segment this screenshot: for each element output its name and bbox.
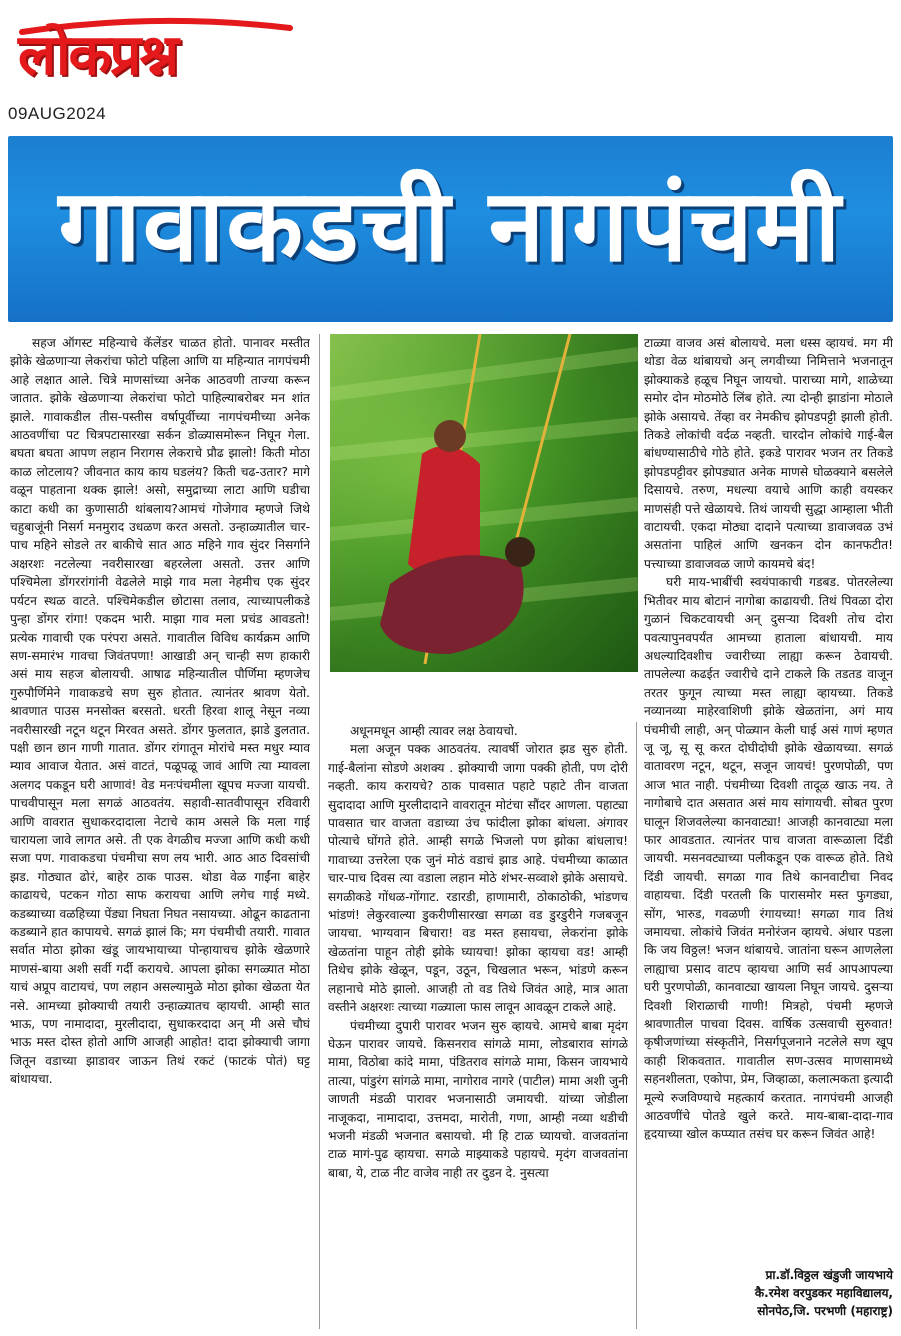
column-divider	[636, 722, 637, 1329]
paragraph: पंचमीच्या दुपारी पारावर भजन सुरु व्हायचे. आमचे बाबा मृदंग घेऊन पारावर जायचे. किसनराव सांगळे मामा, लोडबाराव सांगळे मामा, विठोबा कांदे मामा, पंडितराव सांगळे मामा, किसन जायभाये तात्या, पांडुरंग सांगळे मामा, नागोराव नागरे (पाटील) मामा अशी जुनी जाणती मंडळी पारावर भजनासाठी जमायची. यांच्या जोडीला नाजूकदा, नामादादा, उत्तमदा, मारोती, गणा, आम्ही नव्या थडीची भजनी मंडळी भजनात बसायचो. मी हि टाळ घ्यायचो. वाजवतांना टाळ मागं-पुढ व्हायचा. सगळे माझ्याकडे पहायचे. मृदंग वाजवतांना बाबा, ये, टाळ नीट वाजेव नाही तर दुडन दे. नुसत्या	[328, 1018, 628, 1180]
author-name: प्रा.डॉ.विठ्ठल खंडुजी जायभाये	[765, 1268, 893, 1282]
logo-text: लोकप्रश्न	[18, 23, 177, 88]
headline-banner	[8, 136, 893, 322]
article-body	[10, 330, 893, 1330]
paragraph: टाळ्या वाजव असं बोलायचे. मला धस्स व्हायचं. मग मी थोडा वेळ थांबायचो अन् लगवीच्या निमित्ताने भजनातून झोक्याकडे हळूच निघून जायचो. पाराच्या मागे, शाळेच्या समोर दोन मोठमोठे लिंब होते. त्या दोन्ही झाडांना मोठाले झोके असायचे. तेंव्हा वर नेमकीच झोपडपट्टी झाली होती. तिकडे लोकांची वर्दळ नव्हती. चारदोन लोकांचे गाई-बैल बांधण्यासाठीचे गोठे होते. इकडे पारावर भजन तर तिकडे झोपडपट्टीवर झोपड्यात अनेक माणसे घोळक्याने बसलेले दिसायचे. तरुण, मधल्या वयाचे आणि काही वयस्कर माणसंही पत्ते खेळायचे. तिथं जायची सुद्धा आम्हाला भीती वाटायची. एकदा मोठ्या दादाने पत्याच्या डावाजवळ उभं असतांना पाहिलं आणि खनकन दोन कानफटीत! पत्त्याच्या डावाजवळ जाणे कायमचे बंद!	[644, 336, 893, 571]
paragraph: मला अजून पक्क आठवतंय. त्यावर्षी जोरात झड सुरु होती. गाई-बैलांना सोडणे अशक्य . झोक्याची जागा पक्की होती, पण दोरी नव्हती. काय करायचे? ठाक पावसात पहाटे पहाटे तीन वाजता सुदादादा आणि मुरलीदादाने वावरातून मोटंचा सौंदर आणला. पहाट्या पावसात चार वाजता वडाच्या उंच फांदीला झोका बांधला. अंगावर पोत्याचे घोंगते होते. आम्ही सगळे भिजलो पण झोका बांधलाच! गावाच्या उत्तरेला एक जुनं मोठं वडाचं झाड आहे. पंचमीच्या काळात चार-पाच दिवस त्या वडाला लहान मोठे शंभर-सव्वाशे झोके असायचे. सगळीकडे गोंधळ-गोंगाट. रडारडी, हाणामारी, ठोकाठोकी, भांडणच भांडणं! लेकुरवाल्या डुकरीणीसारखा सगळा वड डुरडुरीने गजबजून जायचा. भाग्यवान बिचारा! वड मस्त हसायचा, लेकरांना झोके खेळतांना पाहून तोही झोके घ्यायचा! झोका व्हायचा वड! आम्ही तिथेच झोके खेळून, पडून, उठून, चिखलात भरून, भांडणे करून लहानाचे मोठे झालो. आजही तो वड तिथे जिवंत आहे, मात्र आता वस्तीने अक्षरशः त्याच्या गळ्याला फास लावून आवळून टाकले आहे.	[328, 742, 628, 1015]
issue-date: 09AUG2024	[8, 104, 107, 123]
paragraph: घरी माय-भाबींची स्वयंपाकाची गडबड. पोतरलेल्या भितीवर माय बोटानं नागोबा काढायची. तिथं पिवळा दोरा गुळानं चिकटवायची अन् दुसऱ्या दिवशी तोच दोरा पवत्यापुनवपर्यंत आमच्या हाताला बांधायची. माय अधल्यादिवशीच ज्वारीच्या लाह्या करून ठेवायची. तापलेल्या कढईत ज्वारीचे दाने टाकले कि तडतड वाजून तरतर फुगून त्याच्या मस्त लाह्या व्हायच्या. तिकडे नव्यानव्या माहेरवाशिणी झोके खेळतांना, अगं माय पंचमीची लाही, अन् पोळ्यान केली घाई असं गाणं म्हणत जू जू, सू सू करत दोघीदोघी झोके खेळायच्या. सगळं वातावरण नटून, थटून, सजून जायचं! पुरणपोळी, पण आज भात नाही. पंचमीच्या दिवशी तादूळ खाऊ नय. ते नागोबाचे दात असतात असं माय सांगायची. सोबत पुरण घालून शिजवलेल्या कानवाट्या! आजही कानवाट्या मला फार आवडतात. त्यानंतर पाच वाजता वारूळाला दिंडी जायची. मसनवट्याच्या पलीकडून एक वारूळ होते. तिथे दिंडी जायची. सगळा गाव तिथे कानवाटीचा निवद वाहायचा. दिंडी परतली कि पारासमोर मस्त फुगड्या, सोंग, भारुड, गवळणी रंगायच्या! सगळा गाव तिथं जमायचा. लोकांचे जिवंत मनोरंजन व्हायचे. अंधार पडला कि जय विठ्ठल! भजन थांबायचे. जातांना घरून आणलेला लाह्याचा प्रसाद वाटप व्हायचा आणि सर्व आपआपल्या घरी पुरणपोळी, कानवाट्या खायला निघून जायचे. दुसऱ्या दिवशी शिराळाची गाणी! मित्रहो, पंचमी म्हणजे श्रावणातील पाचवा दिवस. वार्षिक उत्सवाची सुरुवात! कृषीजणांच्या संस्कृतीने, निसर्गपूजनाने नटलेले सण खूप काही शिकवतात. गावातील सण-उत्सव माणसामध्ये सहनशीलता, एकोपा, प्रेम, जिव्हाळा, कलात्मकता इत्यादी मूल्ये रुजविण्याचे महत्कार्य करतात. नागपंचमी आजही आठवणींचे पोतडे खुले करते. माय-बाबा-दादा-गाव हृदयाच्या खोल कप्प्यात तसंच घर करून जिवंत आहे!	[644, 575, 893, 1142]
author-byline	[644, 1266, 893, 1320]
article-photo	[330, 334, 638, 672]
paragraph: अधूनमधून आम्ही त्यावर लक्ष ठेवायचो.	[350, 724, 518, 738]
column-divider	[319, 334, 320, 1329]
newspaper-logo	[8, 6, 294, 98]
headline: गावाकडची नागपंचमी	[58, 167, 843, 284]
swing-photo-icon	[330, 334, 638, 672]
author-college: कै.रमेश वरपुडकर महाविद्यालय,	[754, 1286, 893, 1300]
paragraph: सहज ऑगस्ट महिन्याचे कॅलेंडर चाळत होतो. पानावर मस्तीत झोके खेळणाऱ्या लेकरांचा फोटो पहिला आणि या महिन्यात नागपंचमी आहे लक्षात आले. चित्रे माणसांच्या अनेक आठवणी ताज्या करून जातात. झोके खेळणाऱ्या लेकरांचा फोटो पाहिल्याबरोबर मन शांत झाले. गावाकडील तीस-पस्तीस वर्षापूर्वीच्या नागपंचमीच्या अनेक आठवणींचा पट चित्रपटासारखा सर्कन डोळ्यासमोरून निघून गेला. बघता बघता आपण लहान निरागस लेकराचे प्रौढ झालो! किती मोठा काळ लोटलाय? जीवनात काय काय घडलंय? किती चढ-उतार? मागे वळून पाहताना थक्क झाले! असो, समुद्राच्या लाटा आणि घडीचा काटा कधी का कुणासाठी थांबलाय?आमचं गोजेगाव म्हणजे जिथे चहुबाजूंनी निसर्ग मनमुराद उधळण करत असतो. उन्हाळ्यातील चार-पाच महिने सोडले तर बाकीचे सात आठ महिने गाव सुंदर निसर्गाने अक्षरशः नटलेल्या नवरीसारखा बहरलेला असतो. उत्तर आणि पश्चिमेला डोंगररांगांनी वेढलेले माझे गाव मला नेहमीच एक सुंदर पर्यटन स्थळ वाटते. पश्चिमेकडील छोटासा तलाव, त्याच्यापलीकडे पुन्हा डोंगर रांगा! एकदम भारी. माझा गाव मला प्रचंड आवडतो! प्रत्येक गावाची एक परंपरा असते. गावातील विविध कार्यक्रम आणि सण-समारंभ गावचा जिवंतपणा! आखाडी अन् चान्ही सण हाकारी असं माय सहज बोलायची. आषाढ महिन्यातील पौर्णिमा म्हणजेच गुरुपौर्णिमेने गावाकडचे सण सुरु होतात. त्यानंतर श्रावण येतो. श्रावणात पाउस मनसोक्त बरसतो. धरती हिरवा शालू नेसून नव्या नवरीसारखी नटून थटून मिरवत असते. डोंगर फुलतात, झाडे डुलतात. पक्षी छान छान गाणी गातात. डोंगर रांगातून मोरांचे मस्त मधुर म्याव म्याव आवाज येतात. असं वाटतं, पळूपळू जावं आणि त्या म्यावला अलगद पकडून घरी आणावं! वेड मनःपंचमीला खूपच मज्जा यायची. पाचवीपासून मला सगळं आठवतंय. सहावी-सातवीपासून रविवारी आणि वावरात सुधाकरदादाला नेटाचे काम असले कि मला गाई चारायला जावे लागत असे. ती एक वेगळीच मज्जा आणि कधी कधी सजा पण. गावाकडचा पंचमीचा सण लय भारी. आठ आठ दिवसांची झड. गोठ्यात ढोरं, बाहेर ठाक पाउस. थोडा वेळ गाईंना बाहेर काढायचे, पटकन गोठा साफ करायचा आणि लगेच गाई मध्ये. कडब्याच्या वळहिच्या पेंड्या निघता निघत नसायच्या. ओढून काढताना कडब्याने हात कापायचे. सगळं झालं कि; मग पंचमीची तयारी. गावात सर्वात मोठा झोका खंडू जायभायाच्या पोन्हायाचच झोके खेळणारे माणसं-बाया अशी सर्वी गर्दी करायचे. आपला झोका सगळ्यात मोठा याचं अप्रूप वाटायचं, पण लहान असल्यामुळे मोठा झोका खेळता येत नसे. आमच्या झोक्याची तयारी उन्हाळ्यातच व्हायची. आम्ही सात भाऊ, पण नामादादा, मुरलीदादा, सुधाकरदादा अन् मी असे चौघं भाऊ मस्त दोस्त होतो आणि आजही आहोत! दादा झोक्याची जागा जितून वडाच्या झाडावर जाऊन तिथं रकटं (फाटकं पोतं) घट्ट बांधायचा.	[10, 336, 310, 1087]
article-column-3	[644, 334, 893, 1234]
article-column-2	[328, 722, 628, 1330]
author-location: सोनपेठ,जि. परभणी (महाराष्ट्र)	[757, 1304, 893, 1318]
masthead	[0, 0, 901, 130]
article-column-1	[10, 334, 310, 1329]
